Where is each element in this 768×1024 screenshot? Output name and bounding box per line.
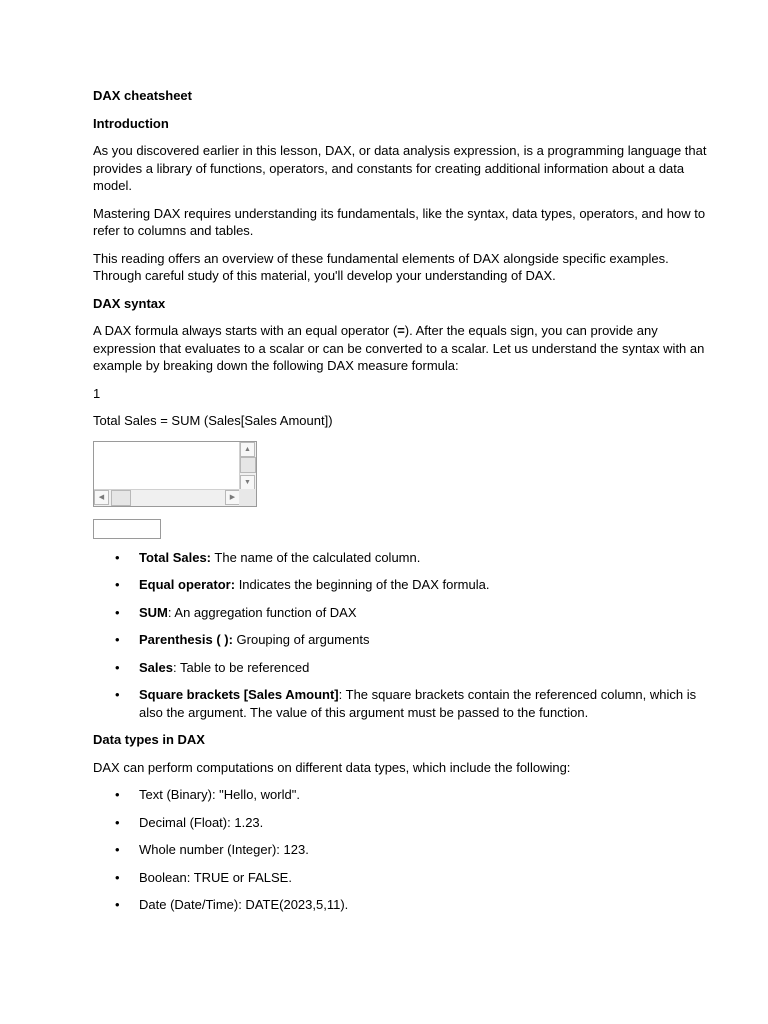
- syntax-list-item: [93, 659, 713, 677]
- datatype-item: • Text (Binary): "Hello, world".: [93, 786, 713, 804]
- intro-paragraph-2: Mastering DAX requires understanding its fundamentals, like the syntax, data types, operators, and how to refer to columns and tables.: [93, 205, 706, 238]
- description: : Table to be referenced: [172, 659, 310, 675]
- description: Grouping of arguments: [232, 632, 370, 647]
- syntax-list: [93, 549, 713, 722]
- datatype-item: • Date (Date/Time): DATE(2023,5,11).: [93, 896, 713, 914]
- datatypes-heading: Data types in DAX: [93, 732, 205, 747]
- syntax-list-item: [93, 686, 713, 721]
- scrollbar-corner: [239, 489, 256, 506]
- description: : An aggregation function of DAX: [167, 604, 357, 620]
- document-page: [93, 87, 713, 914]
- code-formula: Total Sales = SUM (Sales[Sales Amount]): [93, 413, 333, 428]
- equals-sign: =: [397, 323, 405, 338]
- syntax-text-before: A DAX formula always starts with an equal operator (: [93, 323, 398, 338]
- intro-paragraph-1: As you discovered earlier in this lesson, DAX, or data analysis expression, is a programming language that provides a library of functions, operators, and constants for creating additional information about a data model.: [93, 143, 707, 193]
- term: Total Sales:: [139, 549, 212, 565]
- syntax-list-item: [93, 576, 713, 594]
- term: Sales: [139, 659, 173, 675]
- datatypes-intro: DAX can perform computations on different data types, which include the following:: [93, 759, 571, 775]
- term: Square brackets [Sales Amount]: [139, 687, 339, 702]
- syntax-list-item: [93, 631, 713, 649]
- scroll-left-icon[interactable]: ◀: [94, 490, 109, 505]
- syntax-text-after: ). After the equals sign, you can provide any expression that evaluates to a scalar or can be converted to a scalar. Let us understand the syntax with an example by breaking down the following DAX measure formula:: [93, 323, 705, 373]
- description: : The square brackets contain the referenced column, which is also the argument. The value of this argument must be passed to the function.: [139, 687, 697, 720]
- term: SUM: [139, 604, 168, 620]
- vertical-scrollbar[interactable]: [239, 442, 256, 491]
- horizontal-scroll-thumb[interactable]: [111, 490, 131, 506]
- syntax-list-item: [93, 604, 713, 622]
- datatype-item: • Whole number (Integer): 123.: [93, 841, 713, 859]
- description: The name of the calculated column.: [211, 549, 421, 565]
- datatype-item: • Decimal (Float): 1.23.: [93, 814, 713, 832]
- embedded-text-area[interactable]: [93, 441, 257, 507]
- intro-paragraph-3: This reading offers an overview of these fundamental elements of DAX alongside specific examples. Through careful study of this material, you'll develop your understanding of DAX.: [93, 250, 669, 283]
- scroll-right-icon[interactable]: ▶: [225, 490, 240, 505]
- horizontal-scrollbar[interactable]: [94, 489, 241, 506]
- datatypes-list: [93, 786, 713, 914]
- description: Indicates the beginning of the DAX formula.: [235, 577, 490, 592]
- term: Equal operator:: [139, 577, 236, 592]
- term: Parenthesis ( ):: [139, 632, 233, 647]
- syntax-heading: DAX syntax: [93, 295, 166, 311]
- small-input-box[interactable]: [93, 519, 161, 539]
- intro-heading: Introduction: [93, 115, 169, 131]
- scroll-down-icon[interactable]: ▼: [240, 475, 255, 490]
- syntax-list-item: [93, 549, 713, 567]
- datatype-item: • Boolean: TRUE or FALSE.: [93, 869, 713, 887]
- scroll-up-icon[interactable]: ▲: [240, 442, 255, 457]
- document-title: DAX cheatsheet: [93, 88, 192, 103]
- syntax-paragraph: [93, 322, 713, 375]
- code-line-number: 1: [93, 385, 101, 401]
- vertical-scroll-thumb[interactable]: [240, 457, 256, 473]
